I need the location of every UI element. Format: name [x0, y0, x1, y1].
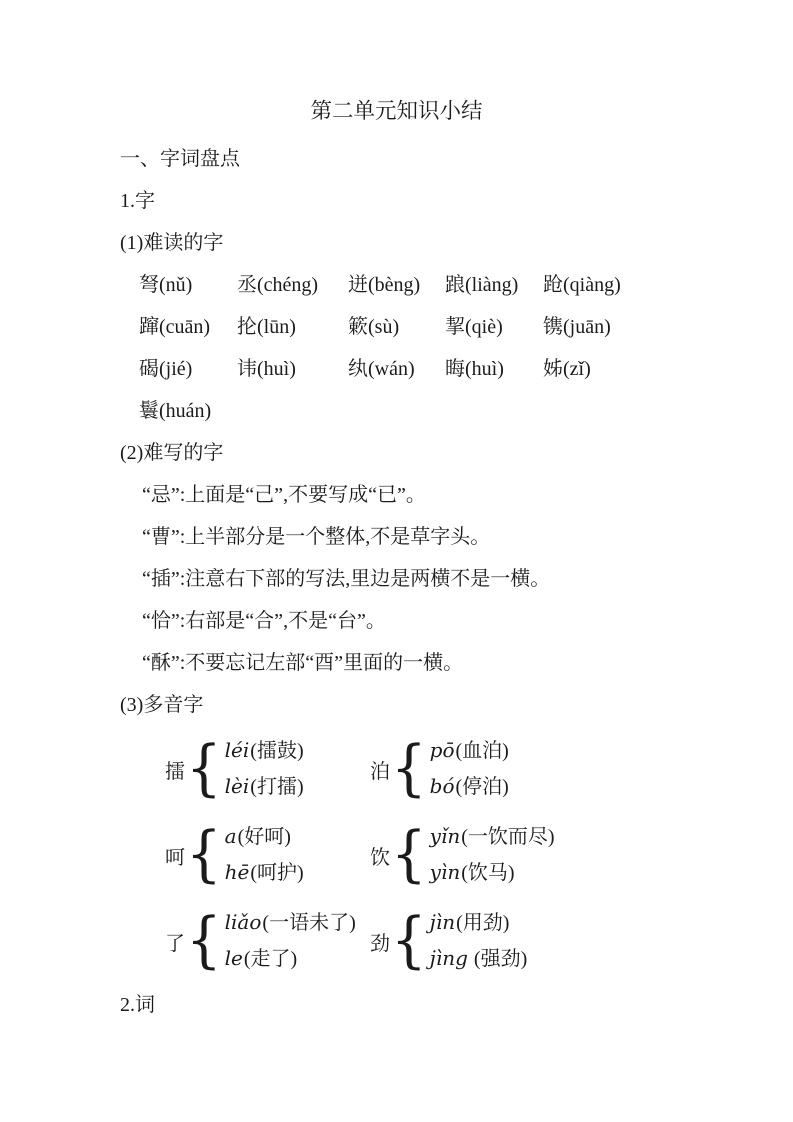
polyphone-char: 泊 — [370, 760, 390, 783]
reading-line — [430, 855, 555, 891]
sub-heading-words: 2.词 — [120, 994, 155, 1016]
char-pinyin-item: 弩(nǔ) — [139, 274, 193, 296]
brace-icon — [186, 911, 222, 971]
pinyin: yǐn — [429, 824, 461, 848]
polyphone-group — [165, 819, 370, 891]
pinyin: jìng — [429, 946, 468, 970]
polyphone-char: 了 — [165, 932, 185, 955]
reading-line — [225, 855, 304, 891]
polyphone-char: 擂 — [165, 760, 185, 783]
polyphone-readings — [430, 819, 555, 891]
section-heading-word-inventory: 一、字词盘点 — [120, 148, 240, 170]
brace-icon — [391, 911, 427, 971]
reading-line — [430, 905, 528, 941]
sub-heading-characters: 1.字 — [120, 190, 155, 212]
brace-icon — [391, 739, 427, 799]
part-label-hard-to-write: (2)难写的字 — [120, 442, 224, 464]
reading-line — [225, 819, 304, 855]
polyphone-char: 饮 — [370, 846, 390, 869]
reading-example: (一语未了) — [262, 912, 356, 934]
char-pinyin-item: 蹿(cuān) — [139, 316, 211, 338]
polyphone-group — [165, 905, 370, 977]
polyphone-row — [120, 812, 753, 898]
pinyin: lèi — [224, 774, 250, 798]
reading-example: (用劲) — [456, 912, 510, 934]
hard-write-note: “曹”:上半部分是一个整体,不是草字头。 — [142, 526, 491, 548]
polyphone-group — [370, 905, 527, 977]
reading-example: (打擂) — [250, 776, 304, 798]
char-pinyin-item: 姊(zǐ) — [543, 358, 591, 380]
char-pinyin-item: 挈(qiè) — [445, 316, 503, 338]
char-pinyin-item: 晦(huì) — [445, 358, 504, 380]
polyphone-row — [120, 898, 753, 984]
hard-read-char-list — [120, 264, 753, 432]
doc-body — [0, 138, 793, 1026]
char-pinyin-item: 丞(chéng) — [237, 274, 319, 296]
char-pinyin-item: 踉(liàng) — [445, 274, 519, 296]
reading-example: (一饮而尽) — [461, 826, 555, 848]
char-pinyin-item: 镌(juān) — [543, 316, 611, 338]
char-pinyin-item: 簌(sù) — [348, 316, 400, 338]
polyphone-readings — [225, 905, 356, 977]
reading-line — [430, 733, 509, 769]
reading-example: (呵护) — [250, 862, 304, 884]
reading-example: (擂鼓) — [250, 740, 304, 762]
reading-line — [430, 769, 509, 805]
char-pinyin-item: 跄(qiàng) — [543, 274, 621, 296]
pinyin: liǎo — [224, 910, 262, 934]
reading-example: (强劲) — [468, 948, 528, 970]
polyphone-readings — [430, 905, 528, 977]
pinyin: hē — [224, 860, 250, 884]
hard-write-note: “插”:注意右下部的写法,里边是两横不是一横。 — [142, 568, 551, 590]
hard-write-note: “酥”:不要忘记左部“酉”里面的一横。 — [142, 652, 464, 674]
hard-write-note: “忌”:上面是“己”,不要写成“已”。 — [142, 484, 426, 506]
reading-example: (血泊) — [455, 740, 509, 762]
reading-line — [430, 941, 528, 977]
pinyin: léi — [224, 738, 250, 762]
char-pinyin-item: 鬟(huán) — [139, 400, 212, 422]
part-label-polyphone: (3)多音字 — [120, 694, 204, 716]
reading-line — [225, 769, 304, 805]
pinyin: bó — [429, 774, 455, 798]
pinyin: le — [224, 946, 243, 970]
polyphone-group — [370, 733, 509, 805]
brace-icon — [186, 825, 222, 885]
polyphone-group — [165, 733, 370, 805]
reading-example: (走了) — [243, 948, 298, 970]
pinyin: pō — [429, 738, 455, 762]
pinyin: a — [224, 824, 237, 848]
polyphone-char: 呵 — [165, 846, 185, 869]
reading-example: (停泊) — [455, 776, 509, 798]
polyphone-row — [120, 726, 753, 812]
char-pinyin-item: 讳(huì) — [237, 358, 296, 380]
brace-icon — [391, 825, 427, 885]
reading-line — [225, 941, 356, 977]
char-pinyin-item: 纨(wán) — [348, 358, 415, 380]
brace-icon — [186, 739, 222, 799]
char-pinyin-item: 碣(jié) — [139, 358, 193, 380]
polyphone-group — [370, 819, 555, 891]
reading-example: (好呵) — [237, 826, 291, 848]
reading-line — [225, 905, 356, 941]
char-pinyin-item: 迸(bèng) — [348, 274, 421, 296]
polyphone-readings — [225, 733, 304, 805]
reading-line — [225, 733, 304, 769]
polyphone-readings — [225, 819, 304, 891]
polyphone-char: 劲 — [370, 932, 390, 955]
part-label-hard-to-read: (1)难读的字 — [120, 232, 224, 254]
hard-write-note: “恰”:右部是“合”,不是“台”。 — [142, 610, 386, 632]
pinyin: jìn — [429, 910, 456, 934]
char-pinyin-item: 抡(lūn) — [237, 316, 296, 338]
polyphone-readings — [430, 733, 509, 805]
reading-line — [430, 819, 555, 855]
doc-title: 第二单元知识小结 — [310, 99, 483, 123]
reading-example: (饮马) — [461, 862, 515, 884]
pinyin: yìn — [429, 860, 461, 884]
